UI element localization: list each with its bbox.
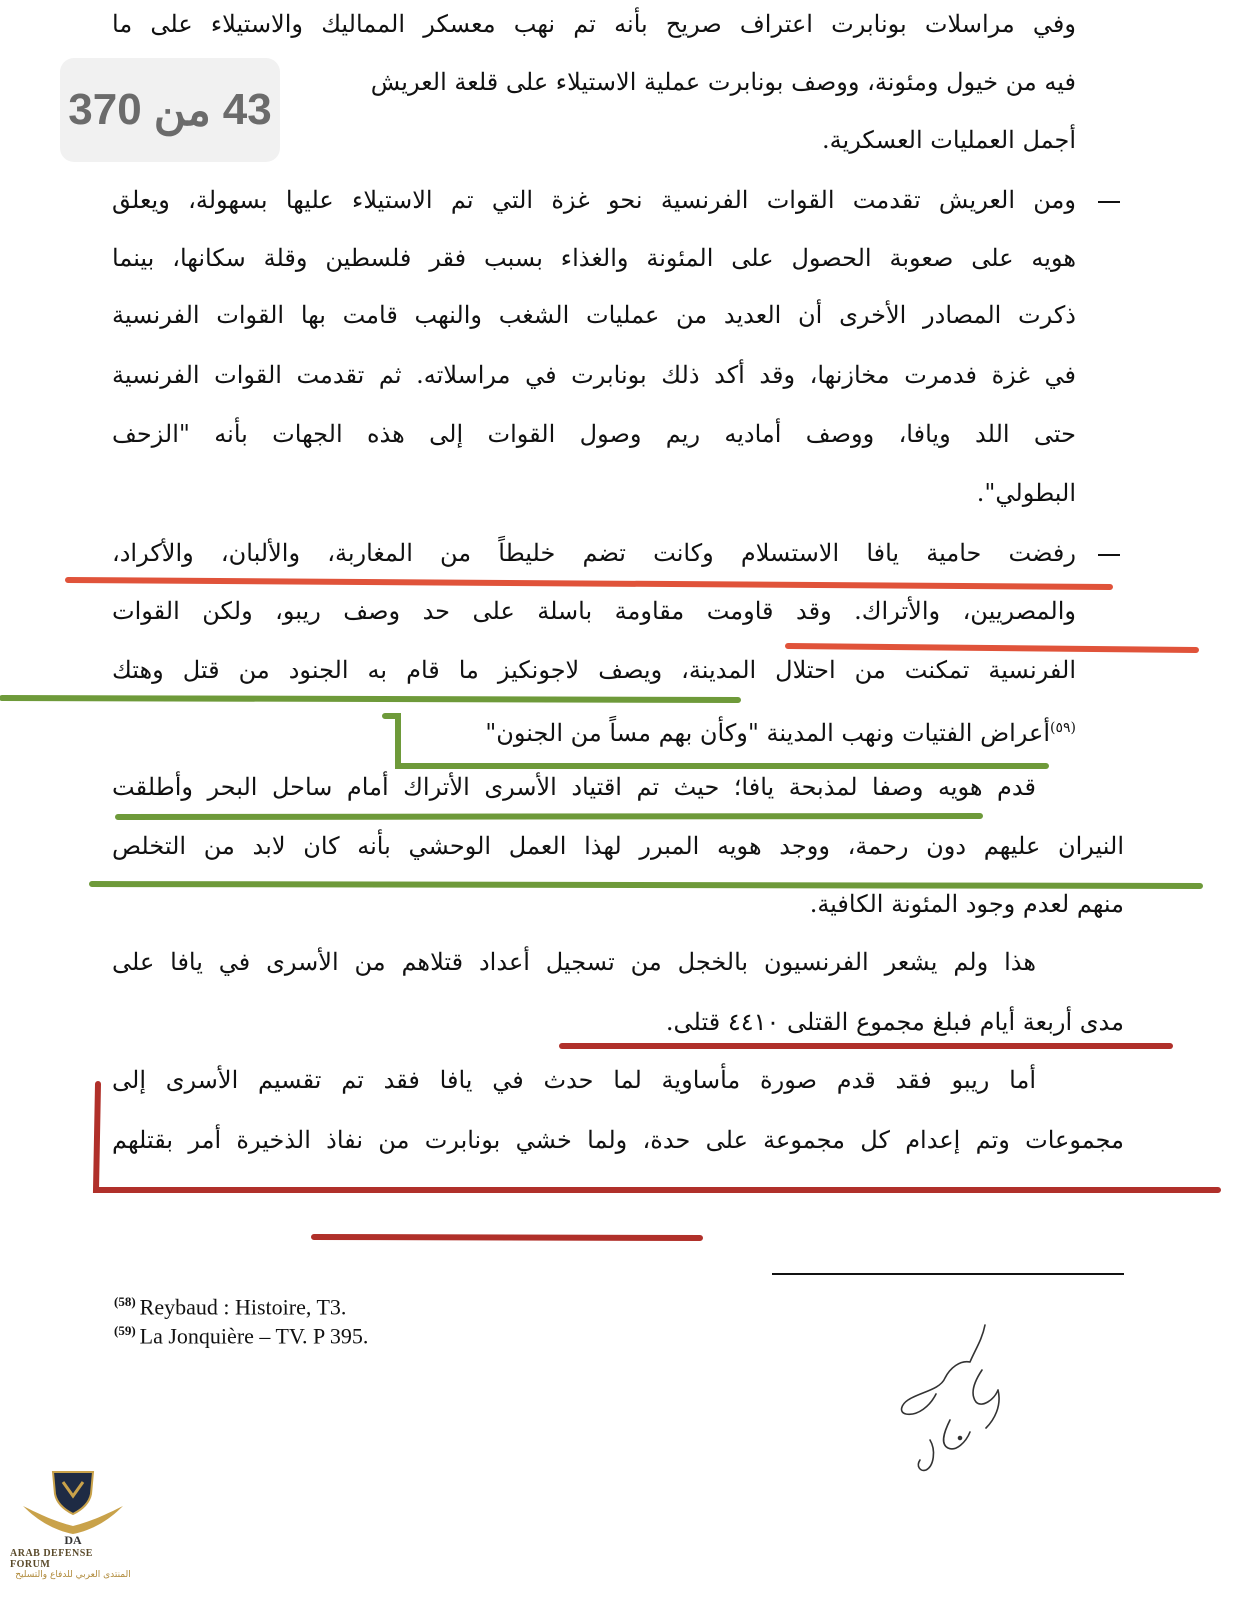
dark-red-underline [314, 1237, 700, 1238]
text-line: هذا ولم يشعر الفرنسيون بالخجل من تسجيل أعداد قتلاهم من الأسرى في يافا على [112, 948, 1037, 976]
text-line: النيران عليهم دون رحمة، ووجد هويه المبرر لهذا العمل الوحشي بأنه كان لابد من التخلص [112, 832, 1124, 860]
text-line: وفي مراسلات بونابرت اعتراف صريح بأنه تم نهب معسكر المماليك والاستيلاء على ما [112, 10, 1076, 38]
page-current: 43 [222, 85, 272, 134]
page-separator: من [153, 85, 211, 135]
footnote-rule [772, 1273, 1124, 1275]
green-underline [118, 816, 980, 817]
text-line: البطولي". [976, 479, 1076, 507]
dark-red-bracket [96, 1084, 1218, 1190]
text-line: منهم لعدم وجود المئونة الكافية. [809, 890, 1124, 918]
text-line: رفضت حامية يافا الاستسلام وكانت تضم خليطاً من المغاربة، والألبان، والأكراد، [112, 539, 1076, 567]
footnote [114, 1317, 368, 1350]
footnote-number: (58) [114, 1294, 136, 1309]
text-line: أما ريبو فقد قدم صورة مأساوية لما حدث في يافا فقد تم تقسيم الأسرى إلى [112, 1066, 1036, 1094]
text-line: قدم هويه وصفا لمذبحة يافا؛ حيث تم اقتياد الأسرى الأتراك أمام ساحل البحر وأطلقت [112, 773, 1036, 801]
page-total: 370 [68, 85, 142, 134]
text-line: الفرنسية تمكنت من احتلال المدينة، ويصف لاجونكيز ما قام به الجنود من قتل وهتك [112, 656, 1076, 684]
text-line: والمصريين، والأتراك. وقد قاومت مقاومة باسلة على حد وصف ريبو، ولكن القوات [112, 597, 1077, 625]
text-line: أجمل العمليات العسكرية. [822, 126, 1076, 154]
logo-name: ARAB DEFENSE FORUM [10, 1548, 93, 1570]
forum-logo [10, 1466, 136, 1592]
line-text: أعراض الفتيات ونهب المدينة "وكأن بهم مساً من الجنون" [485, 719, 1051, 747]
red-underline [788, 646, 1196, 650]
text-line: فيه من خيول ومئونة، ووصف بونابرت عملية الاستيلاء على قلعة العريش [370, 68, 1076, 96]
text-line: هويه على صعوبة الحصول على المئونة والغذاء بسبب فقر فلسطين وقلة سكانها، بينما [112, 244, 1076, 272]
footnote-text: Reybaud : Histoire, T3. [139, 1294, 347, 1320]
logo-arabic-name: المنتدى العربي للدفاع والتسليح [15, 1570, 131, 1580]
red-underline [68, 580, 1110, 587]
green-underline [92, 884, 1200, 886]
text-line: في غزة فدمرت مخازنها، وقد أكد ذلك بونابرت في مراسلاته. ثم تقدمت القوات الفرنسية [112, 361, 1076, 389]
text-line: حتى اللد ويافا، ووصف أماديه ريم وصول القوات إلى هذه الجهات بأنه "الزحف [112, 420, 1076, 448]
green-underline [2, 698, 738, 700]
footnote-ref: (٥٩) [1050, 720, 1076, 736]
text-line: مجموعات وتم إعدام كل مجموعة على حدة، ولما خشي بونابرت من نفاذ الذخيرة أمر بقتلهم [112, 1126, 1124, 1154]
logo-abbr: DA [64, 1533, 82, 1546]
text-line: ذكرت المصادر الأخرى أن العديد من عمليات الشغب والنهب قامت بها القوات الفرنسية [112, 301, 1076, 329]
logo-emblem-icon [13, 1466, 133, 1546]
footnote-number: (59) [114, 1323, 136, 1338]
green-bracket [385, 716, 1046, 766]
footnote-text: La Jonquière – TV. P 395. [139, 1323, 369, 1349]
text-line: مدى أربعة أيام فبلغ مجموع القتلى ٤٤١٠ قتلى. [665, 1008, 1124, 1036]
handwritten-signature [890, 1320, 1030, 1480]
text-line: ومن العريش تقدمت القوات الفرنسية نحو غزة التي تم الاستيلاء عليها بسهولة، ويعلق [112, 186, 1076, 214]
